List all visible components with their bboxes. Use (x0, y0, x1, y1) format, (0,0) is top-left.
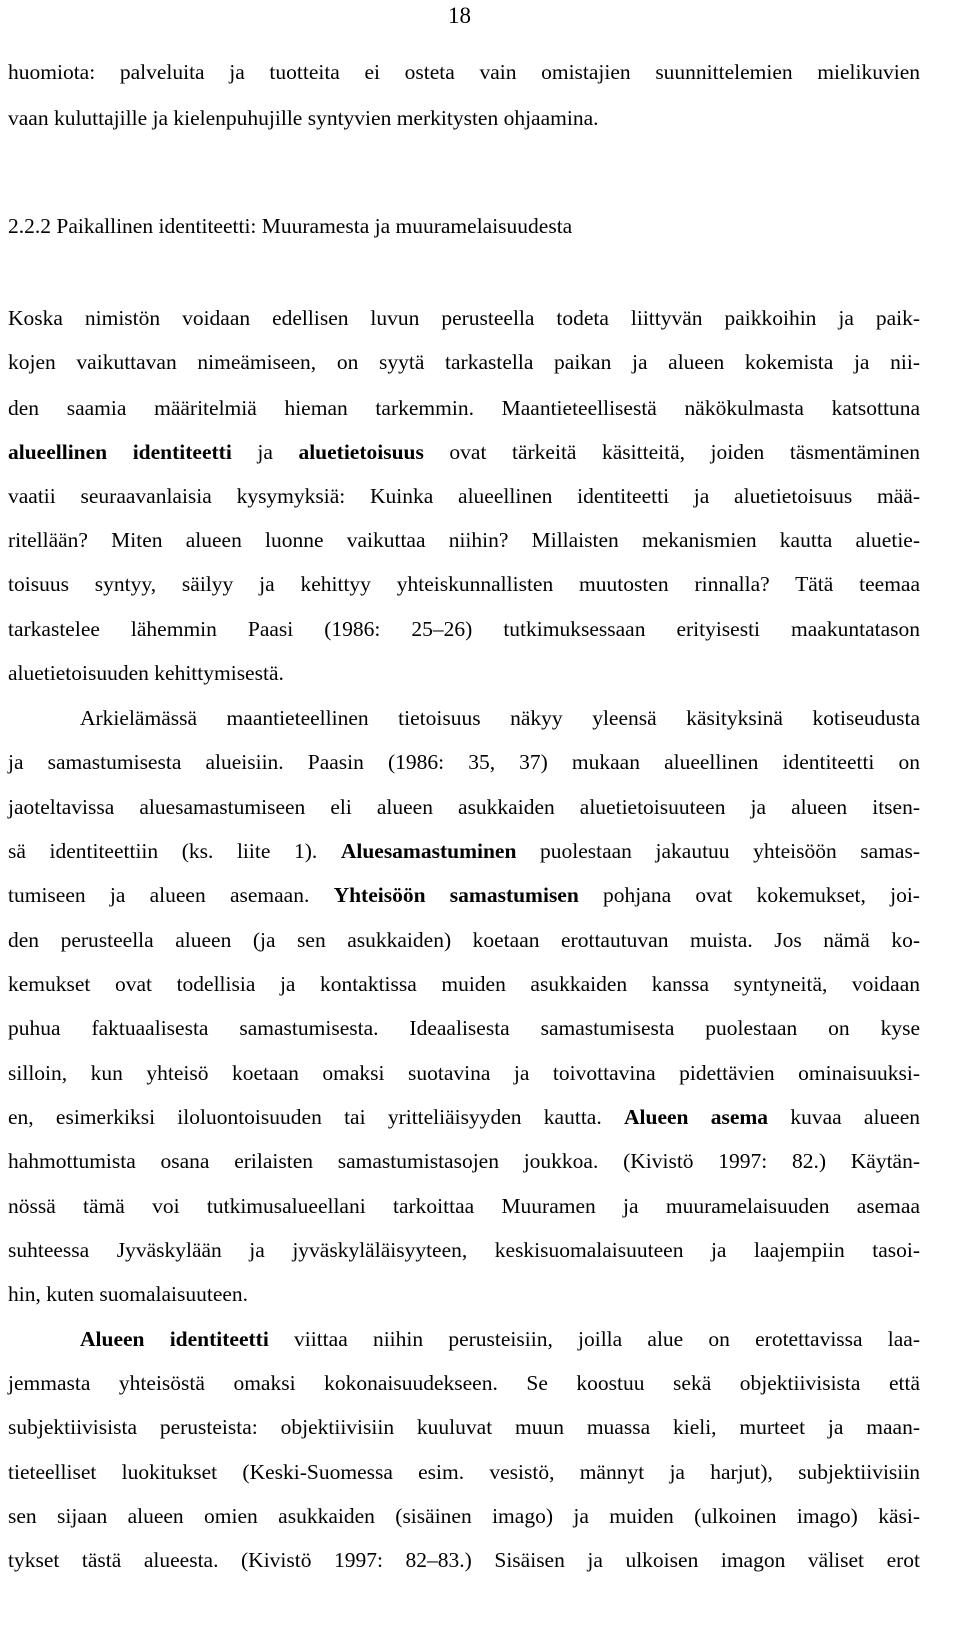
text-line: den saamia määritelmiä hieman tarkemmin. Maantieteellisestä näkökulmasta katsottuna (8, 396, 920, 420)
text-line: kemukset ovat todellisia ja kontaktissa muiden asukkaiden kanssa syntyneitä, voidaan (8, 972, 920, 996)
text-line: tarkastelee lähemmin Paasi (1986: 25–26) tutkimuksessaan erityisesti maakuntatason (8, 617, 920, 641)
term-bold: Aluesamastuminen (340, 839, 517, 863)
text-line: kojen vaikuttavan nimeämiseen, on syytä tarkastella paikan ja alueen kokemista ja nii- (8, 350, 920, 374)
term-bold: Alueen asema (623, 1105, 769, 1129)
text-line: tieteelliset luokitukset (Keski-Suomessa esim. vesistö, männyt ja harjut), subjektiivisiin (8, 1460, 920, 1484)
text-span: puolestaan jakautuu yhteisöön samas- (516, 839, 920, 863)
text-span: sä identiteettiin (ks. liite 1). (8, 839, 341, 863)
text-line (8, 1103, 920, 1131)
text-line: puhua faktuaalisesta samastumisesta. Ideaalisesta samastumisesta puolestaan on kyse (8, 1016, 920, 1040)
text-line: hin, kuten suomalaisuuteen. (8, 1282, 249, 1306)
text-line: silloin, kun yhteisö koetaan omaksi suotavina ja toivottavina pidettävien ominaisuuksi- (8, 1061, 920, 1085)
text-line: toisuus syntyy, säilyy ja kehittyy yhteiskunnallisten muutosten rinnalla? Tätä teemaa (8, 572, 920, 596)
text-line: jemmasta yhteisöstä omaksi kokonaisuudekseen. Se koostuu sekä objektiivisista että (8, 1371, 920, 1395)
section-heading: 2.2.2 Paikallinen identiteetti: Muuramesta ja muuramelaisuudesta (8, 214, 573, 238)
text-line (80, 1325, 920, 1353)
text-line: sen sijaan alueen omien asukkaiden (sisäinen imago) ja muiden (ulkoinen imago) käsi- (8, 1504, 920, 1528)
text-span: ovat tärkeitä käsitteitä, joiden täsmentäminen (423, 440, 920, 464)
text-span: tumiseen ja alueen asemaan. (8, 883, 334, 907)
text-line: ritellään? Miten alueen luonne vaikuttaa niihin? Millaisten mekanismien kautta aluetie- (8, 528, 920, 552)
text-line: vaan kuluttajille ja kielenpuhujille syntyvien merkitysten ohjaamina. (8, 106, 599, 130)
text-line: suhteessa Jyväskylään ja jyväskyläläisyyteen, keskisuomalaisuuteen ja laajempiin tasoi- (8, 1238, 920, 1262)
text-line (8, 837, 920, 865)
text-span: ja (231, 440, 299, 464)
text-line: tykset tästä alueesta. (Kivistö 1997: 82–83.) Sisäisen ja ulkoisen imagon väliset erot (8, 1548, 920, 1572)
text-span: pohjana ovat kokemukset, joi- (578, 883, 920, 907)
term-bold: aluetietoisuus (298, 440, 424, 464)
text-line: jaoteltavissa aluesamastumiseen eli alueen asukkaiden aluetietoisuuteen ja alueen itsen- (8, 795, 920, 819)
text-line: ja samastumisesta alueisiin. Paasin (1986: 35, 37) mukaan alueellinen identiteetti on (8, 750, 920, 774)
text-line: Koska nimistön voidaan edellisen luvun perusteella todeta liittyvän paikkoihin ja paik- (8, 306, 920, 330)
term-bold: Alueen identiteetti (80, 1327, 269, 1351)
page-number: 18 (448, 3, 471, 28)
text-line: subjektiivisista perusteista: objektiivisiin kuuluvat muun muassa kieli, murteet ja maan- (8, 1415, 920, 1439)
text-span: kuvaa alueen (768, 1105, 921, 1129)
text-line: den perusteella alueen (ja sen asukkaiden) koetaan erottautuvan muista. Jos nämä ko- (8, 928, 920, 952)
text-line: hahmottumista osana erilaisten samastumistasojen joukkoa. (Kivistö 1997: 82.) Käytän- (8, 1149, 920, 1173)
text-line: nössä tämä voi tutkimusalueellani tarkoittaa Muuramen ja muuramelaisuuden asemaa (8, 1194, 920, 1218)
text-span: en, esimerkiksi iloluontoisuuden tai yritteliäisyyden kautta. (8, 1105, 624, 1129)
text-line: vaatii seuraavanlaisia kysymyksiä: Kuinka alueellinen identiteetti ja aluetietoisuus mää- (8, 484, 920, 508)
term-bold: Yhteisöön samastumisen (333, 883, 579, 907)
text-line: huomiota: palveluita ja tuotteita ei osteta vain omistajien suunnittelemien mielikuvien (8, 60, 920, 84)
text-line (8, 881, 920, 909)
text-line: Arkielämässä maantieteellinen tietoisuus näkyy yleensä käsityksinä kotiseudusta (80, 706, 920, 730)
term-bold: alueellinen identiteetti (8, 440, 232, 464)
text-line: aluetietoisuuden kehittymisestä. (8, 661, 284, 685)
text-span: viittaa niihin perusteisiin, joilla alue on erotettavissa laa- (268, 1327, 920, 1351)
text-line (8, 438, 920, 466)
